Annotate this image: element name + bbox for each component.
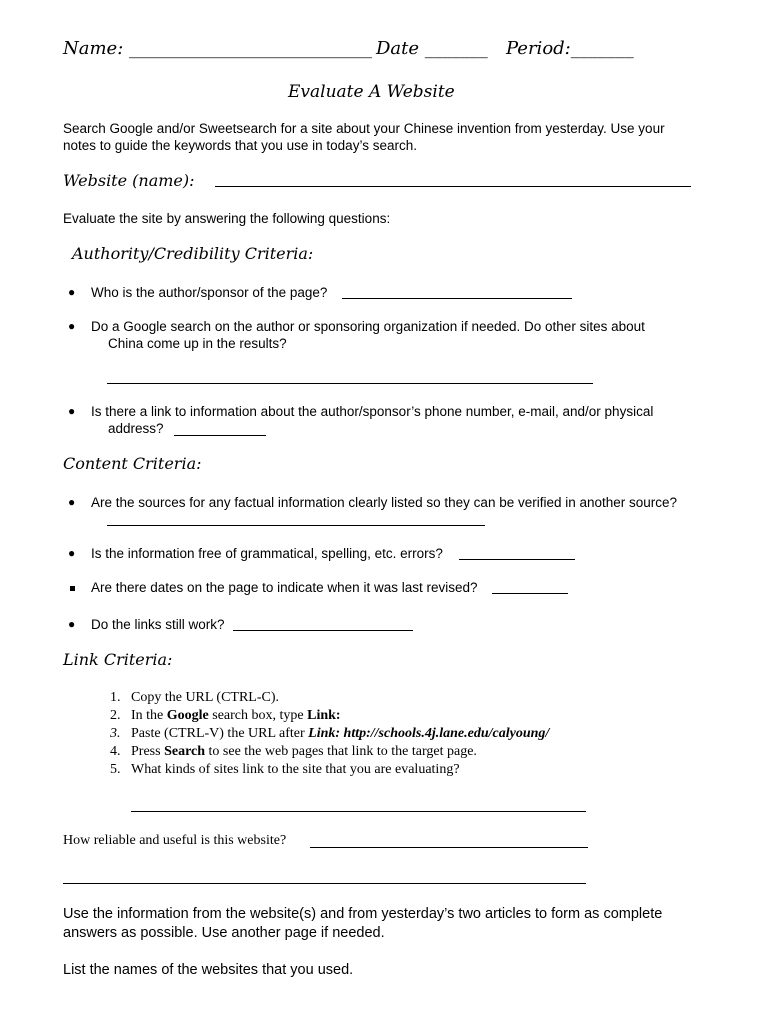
step-2-number: 2. xyxy=(110,708,121,723)
authority-q2-answer-line[interactable] xyxy=(107,383,593,384)
reliable-answer-line-2[interactable] xyxy=(63,883,586,884)
step-4-text: Press Search to see the web pages that link to the target page. xyxy=(131,744,477,759)
step-5-text: What kinds of sites link to the site that you are evaluating? xyxy=(131,762,460,777)
step-3-text: Paste (CTRL-V) the URL after Link: http://schools.4j.lane.edu/calyoung/ xyxy=(131,726,550,741)
link-answer-line[interactable] xyxy=(131,811,586,812)
step-3-number: 3. xyxy=(110,726,121,741)
content-heading: Content Criteria: xyxy=(63,454,202,473)
reliable-answer-line-1[interactable] xyxy=(310,847,588,848)
authority-q3-answer-line[interactable] xyxy=(174,435,266,436)
bullet-icon: ● xyxy=(68,404,76,418)
content-q3-answer-line[interactable] xyxy=(492,593,568,594)
step-5-number: 5. xyxy=(110,762,121,777)
bullet-icon: ● xyxy=(68,546,76,560)
bullet-icon: ● xyxy=(68,285,76,299)
website-name-answer-line[interactable] xyxy=(215,186,691,187)
content-q1-answer-line[interactable] xyxy=(107,525,485,526)
closing-line-2: answers as possible. Use another page if needed. xyxy=(63,925,385,941)
period-label: Period:_______ xyxy=(506,38,634,59)
square-bullet-icon xyxy=(70,586,75,591)
authority-q2-line2: China come up in the results? xyxy=(108,336,287,351)
content-q3: Are there dates on the page to indicate when it was last revised? xyxy=(91,580,478,595)
step-1-number: 1. xyxy=(110,690,121,705)
bullet-icon: ● xyxy=(68,319,76,333)
authority-q3-line2: address? xyxy=(108,421,164,436)
content-q4-answer-line[interactable] xyxy=(233,630,413,631)
step-1-text: Copy the URL (CTRL-C). xyxy=(131,690,280,705)
date-label: Date _______ xyxy=(376,38,488,59)
bullet-icon: ● xyxy=(68,617,76,631)
closing-line-1: Use the information from the website(s) and from yesterday’s two articles to form as complete xyxy=(63,906,663,922)
content-q1: Are the sources for any factual information clearly listed so they can be verified in another source? xyxy=(91,495,678,510)
intro-line-2: notes to guide the keywords that you use in today’s search. xyxy=(63,138,417,153)
list-prompt: List the names of the websites that you used. xyxy=(63,962,354,978)
page-title: Evaluate A Website xyxy=(288,82,455,102)
evaluate-prompt: Evaluate the site by answering the following questions: xyxy=(63,211,391,226)
intro-line-1: Search Google and/or Sweetsearch for a site about your Chinese invention from yesterday. Use your xyxy=(63,121,665,136)
content-q2-answer-line[interactable] xyxy=(459,559,575,560)
website-name-label: Website (name): xyxy=(63,171,195,190)
authority-q1: Who is the author/sponsor of the page? xyxy=(91,285,328,300)
step-4-number: 4. xyxy=(110,744,121,759)
name-label: Name: ___________________________ xyxy=(63,38,372,59)
authority-q3-line1: Is there a link to information about the author/sponsor’s phone number, e-mail, and/or physical xyxy=(91,404,654,419)
content-q4: Do the links still work? xyxy=(91,617,225,632)
bullet-icon: ● xyxy=(68,495,76,509)
reliable-question: How reliable and useful is this website? xyxy=(63,833,287,848)
link-heading: Link Criteria: xyxy=(63,650,173,669)
authority-heading: Authority/Credibility Criteria: xyxy=(72,244,314,263)
authority-q1-answer-line[interactable] xyxy=(342,298,572,299)
content-q2: Is the information free of grammatical, spelling, etc. errors? xyxy=(91,546,443,561)
step-2-text: In the Google search box, type Link: xyxy=(131,708,341,723)
authority-q2-line1: Do a Google search on the author or sponsoring organization if needed. Do other sites about xyxy=(91,319,645,334)
